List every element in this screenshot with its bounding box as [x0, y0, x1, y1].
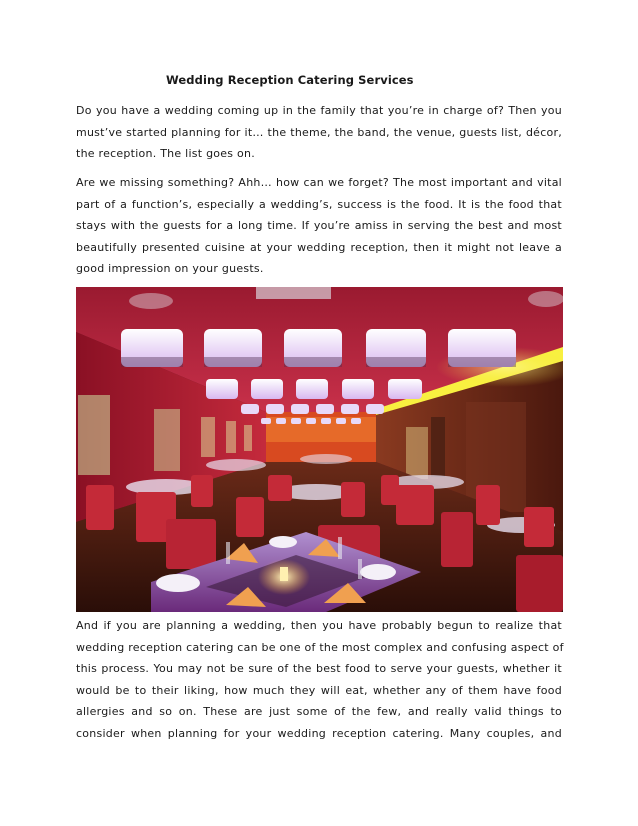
paragraph-line: consider when planning for your wedding reception catering. Many couples, and — [76, 726, 562, 740]
paragraph-1 — [76, 100, 562, 165]
paragraph-line: must’ve started planning for it… the theme, the band, the venue, guests list, décor, — [76, 125, 562, 139]
paragraph-line: Do you have a wedding coming up in the family that you’re in charge of? Then you — [76, 104, 562, 117]
document-title: Wedding Reception Catering Services — [166, 73, 414, 87]
paragraph-line: Are we missing something? Ahh… how can we forget? The most important and vital — [76, 176, 562, 189]
paragraph-line: stays with the guests for a long time. If you’re amiss in serving the best and most — [76, 219, 562, 232]
paragraph-line: wedding reception catering can be one of the most complex and confusing aspect of — [76, 640, 564, 654]
lamp-row-front — [121, 329, 516, 367]
paragraph-line: this process. You may not be sure of the best food to serve your guests, whether it — [76, 662, 562, 675]
paragraph-line: And if you are planning a wedding, then you have probably begun to realize that — [76, 619, 562, 632]
paragraph-3 — [76, 615, 562, 744]
paragraph-line: allergies and so on. These are just some of the few, and really valid things to — [76, 705, 562, 718]
paragraph-2 — [76, 172, 562, 280]
paragraph-line: would be to their liking, how much they will eat, whether any of them have food — [76, 683, 562, 697]
paragraph-line: beautifully presented cuisine at your wedding reception, then it might not leave a — [76, 240, 562, 254]
paragraph-line: good impression on your guests. — [76, 262, 264, 275]
restaurant-photo — [76, 287, 563, 612]
paragraph-line: part of a function’s, especially a wedding’s, success is the food. It is the food that — [76, 197, 562, 211]
restaurant-illustration — [76, 287, 563, 612]
paragraph-line: the reception. The list goes on. — [76, 147, 255, 160]
